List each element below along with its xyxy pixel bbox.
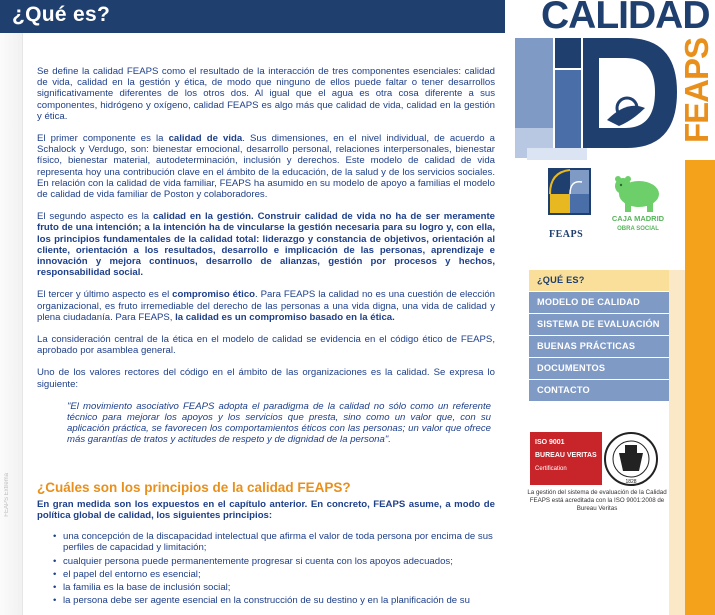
paragraph-intro: Se define la calidad FEAPS como el resultado de la interacción de tres componentes esenciales: calidad de vida, calidad en la gestión y ética, de modo que ninguno de ellos puede faltar o tener desarrollos significativamente diferentes de los otros dos. Al igual que el agua es otra cosa diferente a sus componentes, hidrógeno y oxígeno, calidad FEAPS es algo más que calidad de vida, calidad en la gestión y ética. <box>37 66 495 122</box>
menu-item-sistema-evaluacion[interactable]: SISTEMA DE EVALUACIÓN <box>529 314 669 335</box>
bureau-veritas-label: BUREAU VERITAS <box>535 452 597 459</box>
seal-year: 1828 <box>625 479 637 485</box>
logo-calidad-text: CALIDAD <box>541 0 710 37</box>
section-heading-principios: ¿Cuáles son los principios de la calidad FEAPS? <box>37 479 351 495</box>
feaps-logo-label: FEAPS <box>549 229 584 240</box>
list-item: • cualquier persona puede permanentemente progresar si cuenta con los apoyos adecuados; <box>63 556 495 567</box>
menu-item-que-es[interactable]: ¿QUÉ ES? <box>529 270 669 291</box>
list-item: • una concepción de la discapacidad intelectual que afirma el valor de toda persona por encima de sus perfiles de capacidad y limitación; <box>63 531 495 553</box>
feaps-logo-icon <box>548 168 591 215</box>
term-calidad-vida: calidad de vida <box>168 133 243 145</box>
list-item: • el papel del entorno es esencial; <box>63 569 495 580</box>
side-menu <box>529 270 669 402</box>
quote-block: "El movimiento asociativo FEAPS adopta el paradigma de la calidad no sólo como un referente técnico para mejorar los apoyos y los servicios que presta, sino como un valor que, con su aplicación práctica, se favorecen los comportamientos éticos con las personas; un valor que ofrece más garantías de tratos y actitudes de respeto y de dignidad de la persona". <box>67 400 491 446</box>
paragraph-calidad-vida: El primer componente es la calidad de vida. Sus dimensiones, en el nivel individual, de acuerdo a Schalock y Verdugo, son: bienestar emocional, desarrollo personal, relaciones interpersonales, bienestar físico, bienestar material, autodeterminación, inclusión y derechos. Este modelo de calidad de vida representa hoy una contribución clave en el ámbito de la educación, de la salud y de los servicios sociales. En relación con la calidad de vida familiar, FEAPS ha asumido en su modelo de apoyo a familias el modelo de calidad de vida familiar de Poston y colaboradores. <box>37 133 495 201</box>
paragraph-principios-intro: En gran medida son los expuestos en el capítulo anterior. En concreto, FEAPS asume, a modo de política global de calidad, los siguientes principios: <box>37 498 495 521</box>
menu-item-buenas-practicas[interactable]: BUENAS PRÁCTICAS <box>529 336 669 357</box>
paragraph-valores: Uno de los valores rectores del código en el ámbito de las organizaciones es la calidad. Se expresa lo siguiente: <box>37 367 495 390</box>
paragraph-codigo-etico: La consideración central de la ética en el modelo de calidad se evidencia en el código ético de FEAPS, aprobado por asamblea general. <box>37 334 495 357</box>
main-content <box>37 66 495 608</box>
header-bar <box>0 0 505 33</box>
iso-caption: La gestión del sistema de evaluación de la Calidad FEAPS está acreditada con la ISO 9001:2008 de Bureau Veritas <box>527 489 667 512</box>
orange-band-light <box>669 270 686 615</box>
menu-item-modelo-calidad[interactable]: MODELO DE CALIDAD <box>529 292 669 313</box>
principles-list <box>37 531 495 606</box>
left-decor-strip <box>0 33 23 615</box>
page-title: ¿Qué es? <box>12 3 111 26</box>
paragraph-calidad-gestion: El segundo aspecto es la calidad en la gestión. Construir calidad de vida no ha de ser meramente fruto de una intención; a la intención ha de vincularse la gestión necesaria para su logro y, con ella, los principios fundamentales de la calidad total: liderazgo y constancia de objetivos, orientación al cliente, orientación a los resultados, desarrollo e implicación de las personas, aprendizaje e innovación y mejora continuos, desarrollo de alianzas, gestión por procesos y hechos, responsabilidad social. <box>37 211 495 279</box>
logo-feaps-text: FEAPS <box>678 38 715 144</box>
iso-code-label: ISO 9001 <box>535 439 565 446</box>
side-strip-text: FEAPS Extrema <box>4 473 10 517</box>
bureau-veritas-seal-icon <box>603 431 659 487</box>
list-item: • la persona debe ser agente esencial en la construcción de su destino y en la planificación de su <box>63 595 495 606</box>
orange-band <box>685 160 715 615</box>
obra-social-label: OBRA SOCIAL <box>617 226 659 232</box>
paragraph-compromiso-etico: El tercer y último aspecto es el compromiso ético. Para FEAPS la calidad no es una cuestión de elección organizacional, es fruto irremediable del derecho de las personas a una vida digna, una vida de calidad y plena ciudadanía. Para FEAPS, la calidad es un compromiso basado en la ética. <box>37 289 495 323</box>
menu-item-contacto[interactable]: CONTACTO <box>529 380 669 401</box>
certification-label: Certification <box>535 466 567 472</box>
list-item: • la familia es la base de inclusión social; <box>63 582 495 593</box>
term-compromiso-etico: compromiso ético <box>172 289 256 301</box>
menu-item-documentos[interactable]: DOCUMENTOS <box>529 358 669 379</box>
caja-madrid-label: CAJA MADRID <box>611 214 665 223</box>
term-calidad-gestion: calidad en la gestión <box>152 211 252 223</box>
bear-icon <box>609 172 663 216</box>
